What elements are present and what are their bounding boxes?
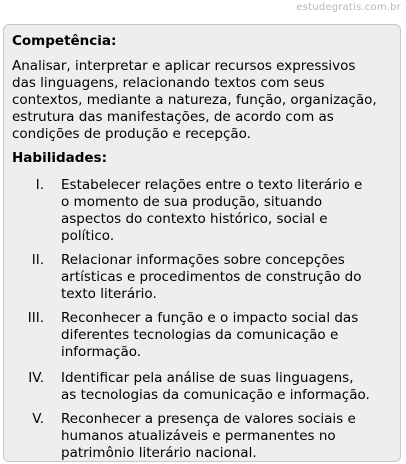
skill-line: artísticas e procedimentos de construção do <box>61 269 362 285</box>
skill-line: Reconhecer a presença de valores sociais e <box>61 411 356 427</box>
skill-text <box>61 177 396 245</box>
competencia-paragraph <box>12 58 398 143</box>
skill-text <box>61 411 396 462</box>
skill-text <box>61 310 396 361</box>
skill-line: o momento de sua produção, situando <box>61 194 323 210</box>
competencia-line: Analisar, interpretar e aplicar recursos expressivos <box>12 58 356 74</box>
skill-numeral: III. <box>27 310 44 326</box>
skill-line: político. <box>61 228 115 244</box>
skill-numeral: IV. <box>28 370 44 386</box>
skill-line: informação. <box>61 344 142 360</box>
skill-line: humanos atualizáveis e permanentes no <box>61 428 336 444</box>
habilidades-heading: Habilidades: <box>12 150 107 166</box>
skill-text <box>61 252 396 303</box>
skill-line: as tecnologias da comunicação e informação. <box>61 387 370 403</box>
site-watermark: estudegratis.com.br <box>296 2 401 13</box>
skill-line: Estabelecer relações entre o texto literário e <box>61 177 363 193</box>
skill-line: aspectos do contexto histórico, social e <box>61 211 328 227</box>
skill-line: diferentes tecnologias da comunicação e <box>61 327 339 343</box>
competencia-heading: Competência: <box>12 33 117 49</box>
competencia-line: das linguagens, relacionando textos com seus <box>12 75 325 91</box>
skill-numeral: II. <box>31 252 44 268</box>
skill-text <box>61 370 396 404</box>
skill-line: Identificar pela análise de suas linguagens, <box>61 370 354 386</box>
competencia-line: contextos, mediante a natureza, função, organização, <box>12 92 377 108</box>
skill-line: Relacionar informações sobre concepções <box>61 252 345 268</box>
skill-line: Reconhecer a função e o impacto social das <box>61 310 359 326</box>
skill-numeral: I. <box>35 177 44 193</box>
skill-line: patrimônio literário nacional. <box>61 445 257 461</box>
skill-line: texto literário. <box>61 286 157 302</box>
competencia-line: estrutura das manifestações, de acordo com as <box>12 109 334 125</box>
competencia-line: condições de produção e recepção. <box>12 126 251 142</box>
skill-numeral: V. <box>32 411 44 427</box>
